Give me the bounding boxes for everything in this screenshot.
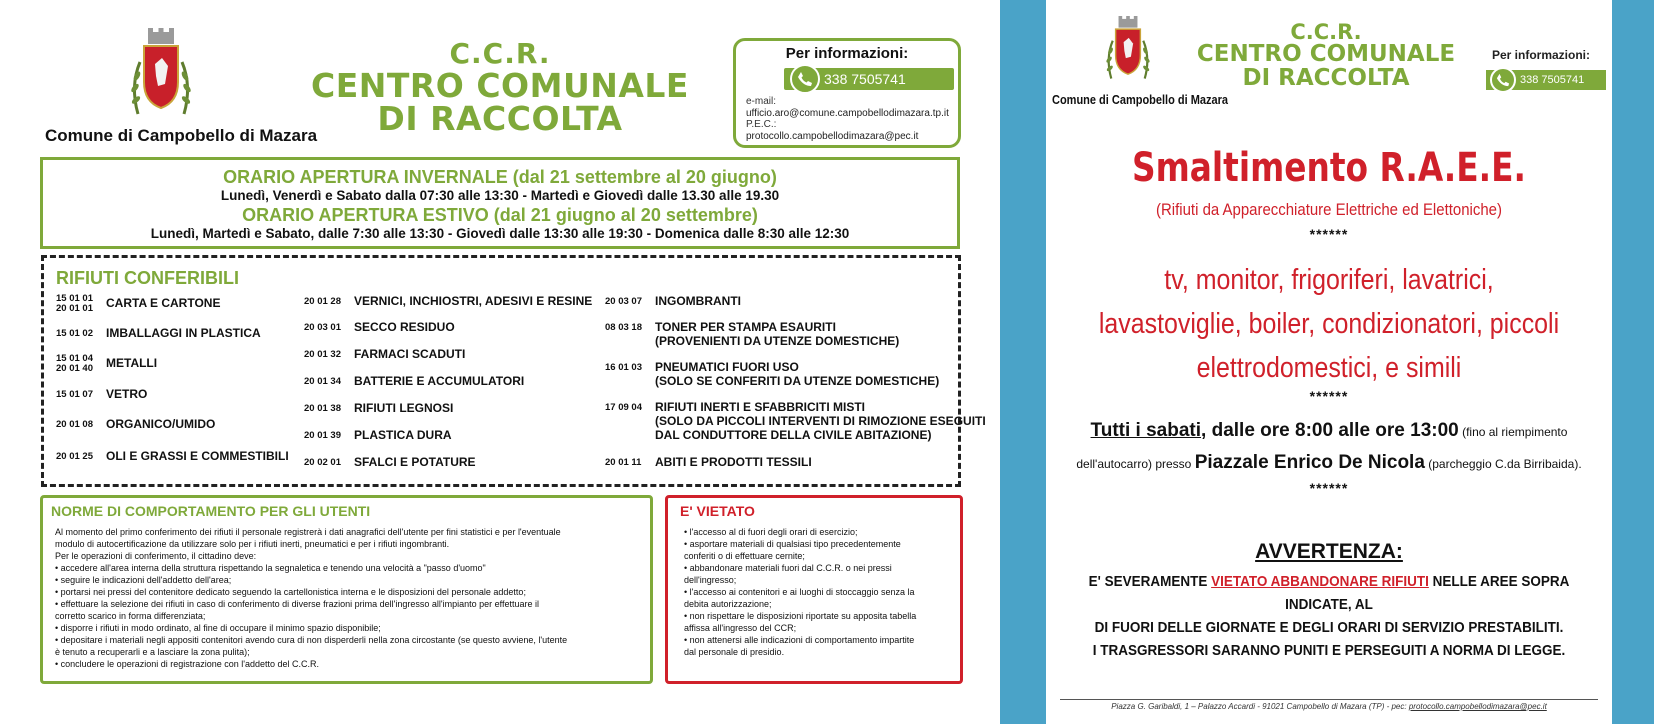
prohibited-line: • non attenersi alle indicazioni di comportamento impartite	[684, 635, 915, 645]
raee-poster	[1046, 0, 1612, 724]
warning-text	[1074, 570, 1583, 662]
schedule-day: Tutti i sabati	[1090, 420, 1202, 441]
user-rule-line: modulo di autocertificazione da utilizzare solo per i rifiuti inerti, pneumatici e per i rifiuti ingombranti.	[55, 539, 450, 549]
prohibited-line: dal personale di presidio.	[684, 647, 785, 657]
winter-hours-detail: Lunedì, Venerdì e Sabato dalla 07:30 alle 13:30 - Martedì e Giovedì dalle 13.30 alle 19.30	[220, 188, 780, 203]
schedule-time: , dalle ore 8:00 alle ore 13:00	[1201, 420, 1459, 441]
raee-poster-frame	[1000, 0, 1654, 724]
prohibited-line: debita autorizzazione;	[684, 599, 772, 609]
summer-hours-heading: ORARIO APERTURA ESTIVO (dal 21 giugno al 20 settembre)	[242, 205, 758, 225]
waste-code: 20 02 01	[304, 457, 341, 468]
waste-code: 20 01 34	[304, 376, 341, 387]
warning-pre: E' SEVERAMENTE	[1088, 573, 1212, 590]
stars-separator: ******	[1309, 480, 1349, 496]
schedule-note-2: dell'autocarro) presso	[1076, 457, 1195, 471]
user-rules-text	[55, 526, 645, 670]
summer-hours-detail: Lunedì, Martedì e Sabato, dalle 7:30 alle 13:30 - Giovedì dalle 13:30 alle 19:30 - Domenica dalle 8:30 alle 12:30	[150, 226, 850, 241]
prohibited-title: E' VIETATO	[680, 503, 755, 519]
user-rule-line: • accedere all'area interna della struttura rispettando la segnaletica e tenendo una velocità a "passo d'uomo"	[55, 563, 486, 573]
schedule-line-1	[1046, 420, 1612, 442]
phone-number[interactable]	[784, 68, 954, 90]
stars-separator: ******	[1309, 388, 1349, 404]
waste-description: SFALCI E POTATURE	[354, 455, 476, 469]
prohibited-line: conferiti o di effettuare cernite;	[684, 551, 805, 561]
prohibited-line: • asportare materiali di qualsiasi tipo precedentemente	[684, 539, 901, 549]
warning-title: AVVERTENZA:	[1255, 540, 1403, 563]
prohibited-line: dell'ingresso;	[684, 575, 737, 585]
raee-items-line-3: elettrodomestici, e simili	[1196, 352, 1462, 384]
waste-code: 20 03 07	[605, 296, 642, 307]
waste-description: ABITI E PRODOTTI TESSILI	[655, 455, 812, 469]
accepted-waste-title: RIFIUTI CONFERIBILI	[56, 268, 239, 288]
waste-code: 15 01 04 20 01 40	[56, 353, 93, 374]
accepted-waste-box	[41, 255, 986, 487]
prohibited-text	[684, 526, 959, 658]
info-box	[733, 38, 961, 148]
footer-text: Piazza G. Garibaldi, 1 – Palazzo Accardi - 91021 Campobello di Mazara (TP) - pec:	[1111, 702, 1409, 711]
waste-code: 20 01 11	[605, 457, 642, 468]
waste-code: 20 01 28	[304, 296, 341, 307]
phone-number[interactable]	[1486, 70, 1606, 90]
pec-label: P.E.C.:	[746, 119, 777, 130]
waste-code: 15 01 07	[56, 389, 93, 400]
phone-icon	[1490, 67, 1516, 93]
user-rule-line: • portarsi nei pressi del contenitore dedicato seguendo la cartellonistica interna e le disposizioni del personale addetto;	[55, 587, 526, 597]
user-rule-line: Al momento del primo conferimento dei rifiuti il personale registrerà i dati anagrafici dell'utente per fini statistici e per l'eventuale	[55, 527, 561, 537]
waste-description: CARTA E CARTONE	[106, 296, 221, 310]
waste-description: PLASTICA DURA	[354, 428, 452, 442]
waste-description: VERNICI, INCHIOSTRI, ADESIVI E RESINE	[354, 294, 593, 308]
user-rule-line: • concludere le operazioni di registrazione con l'addetto del C.C.R.	[55, 659, 320, 669]
waste-description: IMBALLAGGI IN PLASTICA	[106, 326, 261, 340]
user-rule-line: è tenuto a recuperarli e a lasciare la zona pulita);	[55, 647, 250, 657]
email-link[interactable]: ufficio.aro@comune.campobellodimazara.tp.it	[746, 107, 949, 119]
waste-code: 20 01 39	[304, 430, 341, 441]
footer-divider	[1060, 699, 1598, 700]
warning-line-1	[1074, 570, 1583, 616]
waste-code: 20 01 08	[56, 419, 93, 430]
raee-subheading: (Rifiuti da Apparecchiature Elettriche ed Elettoniche)	[1156, 200, 1502, 219]
user-rule-line: • depositare i materiali negli appositi contenitori avendo cura di non disperderli nella zona circostante (se questo avviene, l'utente	[55, 635, 568, 645]
coat-of-arms-icon	[128, 26, 194, 118]
waste-description: INGOMBRANTI	[655, 294, 741, 308]
footer-address	[1046, 702, 1612, 711]
ccr-title	[300, 37, 700, 139]
waste-description: SECCO RESIDUO	[354, 320, 455, 334]
raee-heading: Smaltimento R.A.E.E.	[1131, 145, 1527, 191]
stars-separator: ******	[1309, 226, 1349, 242]
schedule-place: Piazzale Enrico De Nicola	[1194, 452, 1425, 473]
user-rules-box	[40, 495, 653, 684]
waste-code: 20 01 32	[304, 349, 341, 360]
waste-code: 15 01 01 20 01 01	[56, 293, 93, 314]
prohibited-line: • non rispettare le disposizioni riportate su apposita tabella	[684, 611, 917, 621]
info-header: Per informazioni:	[785, 45, 909, 62]
schedule-note-1: (fino al riempimento	[1458, 425, 1568, 439]
waste-description: RIFIUTI INERTI E SFABBRICITI MISTI (SOLO DA PICCOLI INTERVENTI DI RIMOZIONE ESEGUITI DAL CONDUTTORE DELLA CIVILE ABITAZIONE)	[655, 400, 986, 442]
comune-name: Comune di Campobello di Mazara	[45, 126, 318, 145]
prohibited-line: • abbandonare materiali fuori dal C.C.R. o nei pressi	[684, 563, 892, 573]
waste-code: 20 01 25	[56, 451, 93, 462]
prohibited-box	[665, 495, 963, 684]
title-line-1: C.C.R.	[1290, 20, 1362, 44]
waste-code: 08 03 18	[605, 322, 642, 333]
user-rule-line: • seguire le indicazioni dell'addetto dell'area;	[55, 575, 232, 585]
waste-description: TONER PER STAMPA ESAURITI (PROVENIENTI DA UTENZE DOMESTICHE)	[655, 320, 900, 348]
raee-items-line-2: lavastoviglie, boiler, condizionatori, piccoli	[1098, 308, 1560, 340]
pec-link[interactable]: protocollo.campobellodimazara@pec.it	[746, 130, 919, 142]
waste-description: RIFIUTI LEGNOSI	[354, 401, 454, 415]
user-rule-line: • disporre i rifiuti in modo ordinato, al fine di occupare il minimo spazio disponibile;	[55, 623, 381, 633]
warning-line-2: DI FUORI DELLE GIORNATE E DEGLI ORARI DI SERVIZIO PRESTABILITI.	[1094, 619, 1564, 636]
waste-description: METALLI	[106, 356, 158, 370]
prohibited-line: • l'accesso ai contenitori e ai luoghi di stoccaggio senza la	[684, 587, 915, 597]
waste-code: 15 01 02	[56, 328, 93, 339]
user-rule-line: • effettuare la selezione dei rifiuti in caso di conferimento di diverse frazioni prima dell'ingresso all'impianto per effettuare il	[55, 599, 540, 609]
waste-code: 16 01 03	[605, 362, 642, 373]
title-line-3: DI RACCOLTA	[1242, 64, 1410, 91]
waste-code: 17 09 04	[605, 402, 642, 413]
prohibited-line: affissa all'ingresso del CCR;	[684, 623, 797, 633]
waste-description: BATTERIE E ACCUMULATORI	[354, 374, 525, 388]
info-header: Per informazioni:	[1492, 48, 1591, 62]
email-label: e-mail:	[746, 96, 777, 107]
user-rule-line: corretto scarico in forma differenziata;	[55, 611, 206, 621]
winter-hours-heading: ORARIO APERTURA INVERNALE (dal 21 settembre al 20 giugno)	[223, 167, 777, 187]
contact-lines	[746, 96, 949, 142]
phone-text: 338 7505741	[1520, 74, 1585, 86]
schedule-note-3: (parcheggio C.da Birribaida).	[1424, 457, 1582, 471]
waste-code: 20 01 38	[304, 403, 341, 414]
user-rule-line: Per le operazioni di conferimento, il cittadino deve:	[55, 551, 257, 561]
warning-post: NELLE AREE SOPRA INDICATE, AL	[1285, 573, 1570, 613]
raee-items-line-1: tv, monitor, frigoriferi, lavatrici,	[1164, 264, 1494, 296]
phone-text: 338 7505741	[824, 71, 906, 87]
waste-description: OLI E GRASSI E COMMESTIBILI	[106, 449, 289, 463]
title-line-2: CENTRO COMUNALE	[311, 65, 689, 105]
waste-description: ORGANICO/UMIDO	[106, 417, 216, 431]
waste-description: FARMACI SCADUTI	[354, 347, 466, 361]
comune-name: Comune di Campobello di Mazara	[1052, 93, 1229, 107]
opening-hours-box	[40, 157, 960, 249]
ccr-title	[1196, 22, 1456, 90]
raee-items	[1086, 258, 1573, 390]
coat-of-arms-icon	[1104, 14, 1152, 82]
warning-highlight: VIETATO ABBANDONARE RIFIUTI	[1211, 573, 1429, 590]
prohibited-line: • l'accesso al di fuori degli orari di esercizio;	[684, 527, 858, 537]
waste-description: PNEUMATICI FUORI USO (SOLO SE CONFERITI DA UTENZE DOMESTICHE)	[655, 360, 940, 388]
waste-code: 20 03 01	[304, 322, 341, 333]
user-rules-title: NORME DI COMPORTAMENTO PER GLI UTENTI	[51, 503, 371, 519]
footer-pec-link[interactable]: protocollo.campobellodimazara@pec.it	[1408, 702, 1547, 711]
schedule-line-2	[1046, 452, 1612, 474]
warning-line-3: I TRASGRESSORI SARANNO PUNITI E PERSEGUITI A NORMA DI LEGGE.	[1092, 642, 1566, 659]
waste-description: VETRO	[106, 387, 148, 401]
title-line-3: DI RACCOLTA	[377, 99, 623, 139]
title-line-2: CENTRO COMUNALE	[1196, 41, 1456, 68]
title-line-1: C.C.R.	[449, 37, 551, 70]
phone-icon	[790, 64, 820, 94]
